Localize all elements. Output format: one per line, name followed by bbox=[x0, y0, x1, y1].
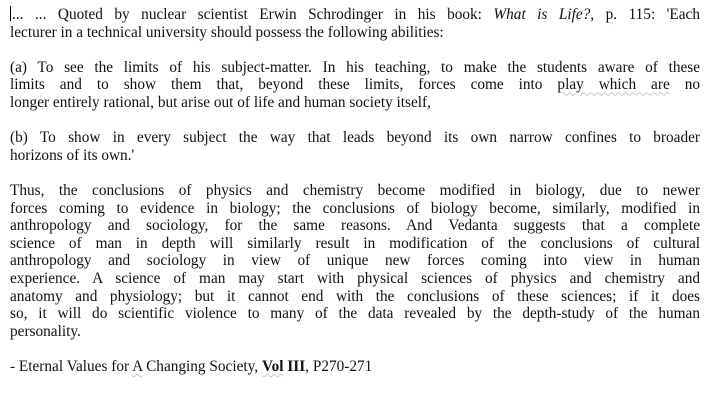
text-line: horizons of its own.' bbox=[10, 146, 135, 164]
text-span: , bbox=[590, 6, 606, 23]
quote-intro-paragraph bbox=[10, 6, 700, 41]
volume-number: III bbox=[283, 357, 306, 375]
grammar-flag[interactable]: A bbox=[132, 357, 143, 375]
text-line bbox=[10, 358, 700, 376]
commentary-paragraph bbox=[10, 182, 700, 340]
page-range: , P270-271 bbox=[305, 357, 373, 375]
ability-b-paragraph bbox=[10, 129, 700, 164]
spelling-flag[interactable]: p bbox=[605, 6, 614, 23]
text-line: personality. bbox=[10, 322, 81, 340]
text-line: Thus, the conclusions of physics and chemistry become modified in biology, due to newer bbox=[10, 181, 700, 199]
text-span: - Eternal Values for bbox=[10, 357, 133, 375]
text-line: so, it will do scientific violence to many of the data revealed by the depth-study of the human bbox=[10, 305, 700, 323]
text-line: lecturer in a technical university should possess the following abilities: bbox=[10, 23, 444, 41]
ability-a-paragraph bbox=[10, 59, 700, 112]
document-body[interactable] bbox=[10, 6, 700, 375]
text-span: limits and to show them that, beyond these limits, forces come into bbox=[10, 76, 558, 94]
text-line: anthropology and sociology, for the same reasons. And Vedanta suggests that a complete bbox=[10, 217, 700, 235]
text-line: anatomy and physiology; but it cannot end with the conclusions of these sciences; if it does bbox=[10, 287, 700, 305]
text-line bbox=[10, 76, 700, 94]
text-span: Changing Society, bbox=[142, 357, 262, 375]
text-line: forces coming to evidence in biology; the conclusions of biology become, similarly, modified in bbox=[10, 199, 700, 217]
text-cursor bbox=[10, 6, 11, 21]
text-line: (a) To see the limits of his subject-matter. In his teaching, to make the students aware of these bbox=[10, 58, 700, 76]
text-span: . 115: 'Each bbox=[613, 6, 700, 23]
text-line: anthropology and sociology in view of unique new forces coming into view in human bbox=[10, 252, 700, 270]
text-line: (b) To show in every subject the way that leads beyond its own narrow confines to broader bbox=[10, 129, 700, 147]
text-line: science of man in depth will similarly result in modification of the conclusions of cultural bbox=[10, 234, 700, 252]
text-line: longer entirely rational, but arise out of life and human society itself, bbox=[10, 93, 431, 111]
grammar-flag[interactable]: play which are bbox=[557, 76, 670, 94]
text-span: no bbox=[669, 76, 700, 94]
text-line bbox=[10, 6, 700, 24]
text-line: experience. A science of man may start with physical sciences of physics and chemistry and bbox=[10, 269, 700, 287]
book-title: What is Life? bbox=[493, 6, 591, 23]
text-span: ... ... Quoted by nuclear scientist Erwin Schrodinger in his book: bbox=[12, 6, 494, 23]
source-citation bbox=[10, 358, 700, 376]
volume-label[interactable]: Vol bbox=[261, 357, 284, 375]
